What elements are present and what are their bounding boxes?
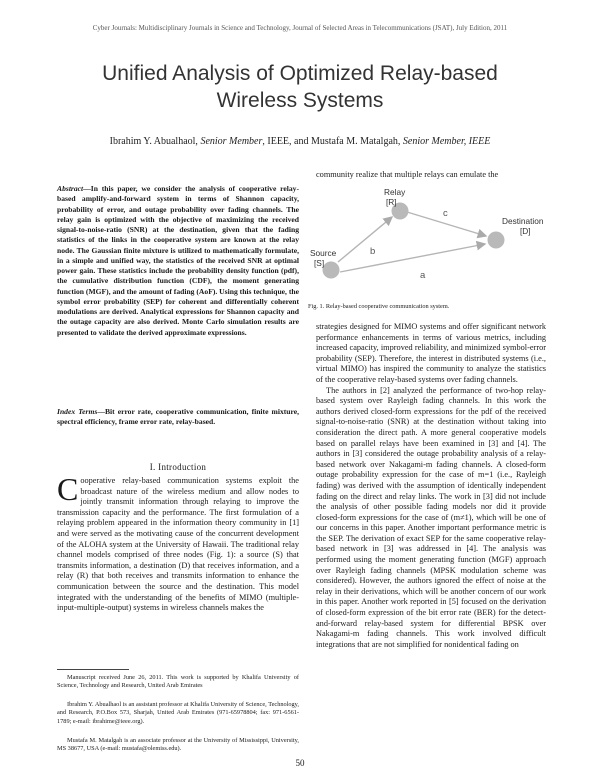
- destination-node: [488, 232, 505, 249]
- author-connector: , IEEE, and Mustafa M. Matalgah,: [262, 136, 401, 147]
- edge-a-arrow: [340, 244, 485, 272]
- edge-b-arrow: [338, 217, 392, 262]
- right-column-body: [316, 322, 546, 650]
- destination-label: Destination: [502, 216, 544, 226]
- section-heading: I. Introduction: [149, 462, 207, 472]
- author-2-role: Senior Member, IEEE: [402, 136, 491, 147]
- abstract-text: —In this paper, we consider the analysis of cooperative relay-based amplify-and-forward system in terms of Shannon capacity, probability of error, and outage probability over fading channels. The relay gain is optimized with the objective of maximizing the received signal-to-noise-ratio (SNR) at the destination, given that the fading statistics of the links in the cooperative system are known at the relay node. The Gaussian finite mixture is utilized to mathematically formulate, in a simple and unified way, the statistics of the received SNR at optimal power gain. These statistics include the probability density function (pdf), the cumulative distribution function (CDF), the moment generating function (MGF), and the amount of fading (AoF). Using this technique, the symbol error probability (SEP) for coherent and differentially coherent modulations are derived. Analytical expressions for Shannon capacity and the outage capacity are also derived. Monte Carlo simulation results are presented to validate the derived approximate expressions.: [57, 184, 299, 337]
- abstract-lead: Abstract: [57, 184, 84, 193]
- paragraph-mimo: strategies designed for MIMO systems and offer significant network performance enhancements in terms of various metrics, including increased capacity, improved reliability, and minimized symbol-error probability (SEP). Therefore, the interest in distributed systems (i.e., virtual MIMO) has inspired the community to analyze the statistics of the cooperative relay-based systems over fading channels.: [316, 322, 546, 384]
- footnote-rule: [57, 669, 129, 670]
- relay-diagram: [304, 186, 549, 300]
- edge-b-label: b: [370, 246, 376, 257]
- destination-tag: [D]: [520, 226, 531, 236]
- index-terms-text: —Bit error rate, cooperative communication, finite mixture, spectral efficiency, frame error rate, relay-based.: [57, 407, 299, 427]
- relay-tag: [R]: [386, 197, 397, 207]
- source-node: [323, 262, 340, 279]
- author-1: Ibrahim Y. Abualhaol,: [109, 136, 198, 147]
- index-terms: [57, 407, 299, 428]
- title-line-2: Wireless Systems: [216, 89, 384, 112]
- title-line-1: Unified Analysis of Optimized Relay-based: [102, 62, 498, 85]
- edge-a-label: a: [420, 270, 426, 281]
- page-number: 50: [295, 758, 305, 768]
- author-line: [30, 136, 570, 147]
- paper-title: [40, 60, 560, 114]
- intro-body: ooperative relay-based communication systems exploit the broadcast nature of the wireless medium and allow nodes to jointly transmit information through relaying to improve the transmission capacity and the performance. The first formulation of a relaying problem appeared in the information theory community in [1] and were served as the motivating cause of the concurrent development of the ALOHA system at the University of Hawaii. The traditional relay channel models comprised of three nodes (Fig. 1): a source (S) that transmits information, a destination (D) that receives information, and a relay (R) that both receives and transmits information to enhance the communication between the source and the destination. This model integrated with the understanding of the benefits of MIMO (multiple-input-multiple-output) systems in wireless channels makes the: [57, 476, 299, 613]
- footnote-manuscript: Manuscript received June 26, 2011. This work is supported by Khalifa University of Science, Technology and Research, United Arab Emirates: [57, 674, 299, 690]
- abstract: [57, 184, 299, 338]
- source-tag: [S]: [314, 258, 325, 268]
- footnote-author-2: Mustafa M. Matalgah is an associate professor at the University of Mississippi, University, MS 38677, USA (e-mail: mustafa@olemiss.edu).: [57, 737, 299, 753]
- source-label: Source: [310, 248, 337, 258]
- right-column-top-line: community realize that multiple relays can emulate the: [316, 170, 499, 179]
- author-1-role: Senior Member: [200, 136, 263, 147]
- introduction-text: [57, 471, 299, 614]
- edge-c-label: c: [443, 208, 448, 219]
- running-header: Cyber Journals: Multidisciplinary Journals in Science and Technology, Journal of Selected Areas in Telecommunications (JSAT), July Edition, 2011: [92, 24, 508, 32]
- index-terms-lead: Index Terms: [57, 407, 98, 416]
- paragraph-related-work: The authors in [2] analyzed the performance of two-hop relay-based system over Rayleigh fading channels. In this work the authors derived closed-form expressions for the pdf of the received signal-to-noise-ratio (SNR) at the destination without taking into consideration the direct path. A more general cooperative models based on parallel relays have been examined in [3] and [4]. The authors in [3] considered the outage probability analysis of a relay-based network over Nakagami-m fading channels. A closed-form outage probability expression for the case of m=1 (i.e., Rayleigh fading) was derived with the assumption of identically independent fading on the direct and relay links. The work in [3] did not include the analysis of other possible fading models nor did it provide closed-form expressions for the case of (m≠1), which will be one of our concerns in this paper. Another important performance metric is the SEP. The derivation of exact SEP for the same cooperative relay-based network in [3] was addressed in [4]. The analysis was performed using the moment generating function (MGF) approach over Rayleigh fading channels (MPSK modulation scheme was considered). However, the authors ignored the effect of noise at the relay in their derivations, which will be another concern of our work in this paper. Another work reported in [5] focused on the derivation of closed-form expression of the bit error rate (BER) for the detect-and-forward relay-based system for differential BPSK over Nakagami-m fading channels. This work involved difficult integrations that are not simplified for nonidentical fading on: [316, 385, 546, 649]
- figure-caption: Fig. 1. Relay-based cooperative communication system.: [308, 303, 450, 310]
- footnote-author-1: Ibrahim Y. Abualhaol is an assistant professor at Khalifa University of Science, Technology, and Research, P.O.Box 573, Sharjah, United Arab Emirates (971-65978804; fax: 971-6561-1789; e-mail: ibrahime@ieee.org).: [57, 701, 299, 725]
- drop-cap: C: [57, 471, 79, 507]
- relay-label: Relay: [384, 187, 406, 197]
